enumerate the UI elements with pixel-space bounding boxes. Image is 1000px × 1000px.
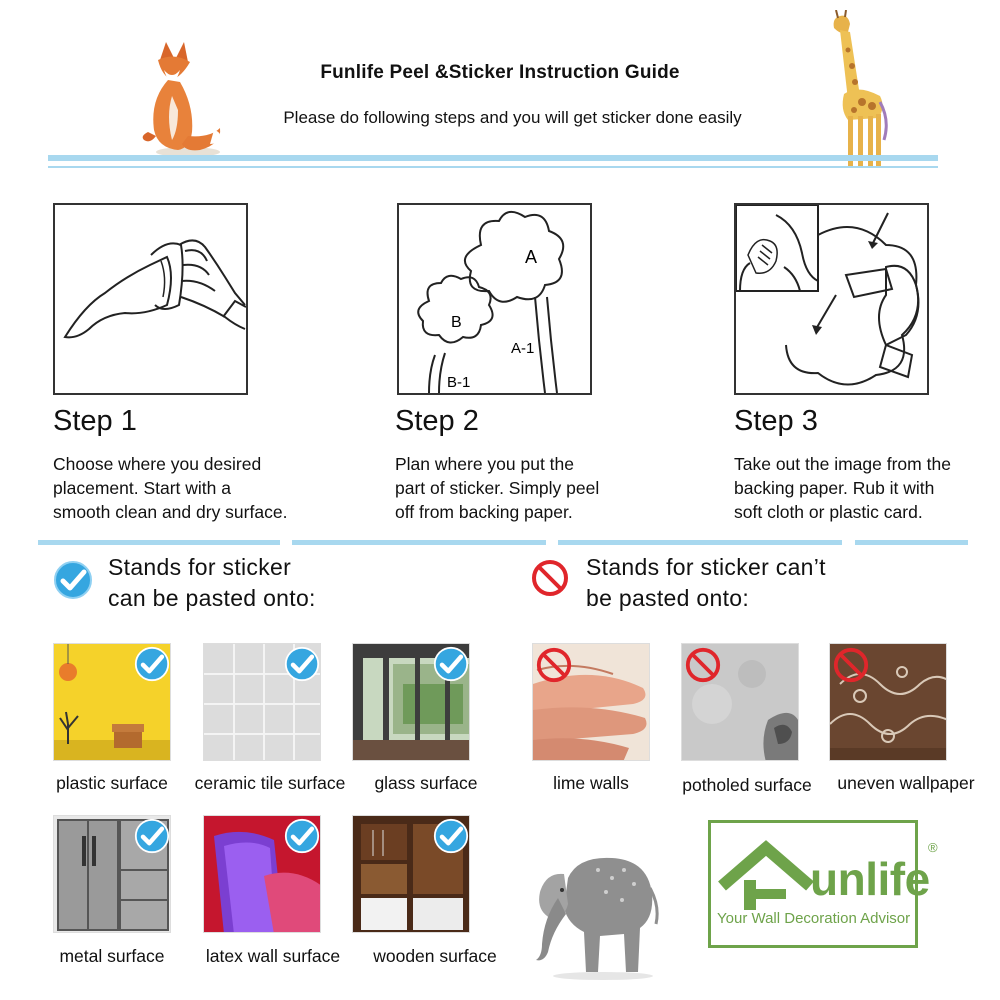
header-divider bbox=[48, 155, 938, 161]
uneven-wallpaper-tile bbox=[829, 643, 947, 761]
lime-walls-tile bbox=[532, 643, 650, 761]
check-circle-icon bbox=[134, 646, 170, 682]
step-2-illustration bbox=[397, 203, 592, 395]
potholed-surface-label: potholed surface bbox=[682, 775, 812, 795]
step-1-title: Step 1 bbox=[53, 405, 137, 437]
step-1-illustration bbox=[53, 203, 248, 395]
prohibited-icon bbox=[832, 646, 870, 684]
step-2-line: Plan where you put the bbox=[395, 454, 575, 474]
giraffe-illustration bbox=[818, 10, 898, 170]
page-title: Funlife Peel &Sticker Instruction Guide bbox=[320, 62, 680, 83]
cannot-heading-line: Stands for sticker can’t bbox=[586, 554, 826, 580]
section-divider bbox=[292, 540, 546, 545]
step-1-description bbox=[53, 452, 353, 524]
check-circle-icon bbox=[284, 646, 320, 682]
glass-surface-tile bbox=[352, 643, 470, 761]
wooden-surface-tile bbox=[352, 815, 470, 933]
section-divider bbox=[38, 540, 280, 545]
latex-wall-surface-tile bbox=[203, 815, 321, 933]
can-heading-line: can be pasted onto: bbox=[108, 585, 316, 611]
fox-illustration bbox=[130, 40, 225, 158]
step-3-line: soft cloth or plastic card. bbox=[734, 502, 923, 522]
house-icon bbox=[716, 840, 816, 912]
elephant-illustration bbox=[528, 848, 663, 983]
metal-surface-label: metal surface bbox=[59, 946, 165, 966]
step-3-description bbox=[734, 452, 1000, 524]
step-1-line: Choose where you desired bbox=[53, 454, 262, 474]
glass-surface-label: glass surface bbox=[374, 773, 478, 793]
metal-surface-tile bbox=[53, 815, 171, 933]
step-2-label-a1: A-1 bbox=[511, 340, 535, 357]
step-2-label-b: B bbox=[451, 314, 462, 331]
step-3-line: Take out the image from the bbox=[734, 454, 951, 474]
step-3-title: Step 3 bbox=[734, 405, 818, 437]
can-heading-line: Stands for sticker bbox=[108, 554, 292, 580]
check-circle-icon bbox=[284, 818, 320, 854]
plastic-surface-tile bbox=[53, 643, 171, 761]
step-2-label-a: A bbox=[525, 247, 538, 267]
step-3-illustration bbox=[734, 203, 929, 395]
brand-tagline: Your Wall Decoration Advisor bbox=[717, 910, 911, 927]
prohibited-icon bbox=[535, 646, 573, 684]
brand-wordmark: unlife bbox=[810, 853, 930, 905]
step-1-line: placement. Start with a bbox=[53, 478, 231, 498]
step-3-line: backing paper. Rub it with bbox=[734, 478, 935, 498]
step-2-line: off from backing paper. bbox=[395, 502, 573, 522]
wooden-surface-label: wooden surface bbox=[373, 946, 497, 966]
registered-mark: ® bbox=[928, 840, 938, 855]
section-divider bbox=[855, 540, 968, 545]
step-1-line: smooth clean and dry surface. bbox=[53, 502, 288, 522]
plastic-surface-label: plastic surface bbox=[56, 773, 168, 793]
check-circle-icon bbox=[433, 818, 469, 854]
step-2-title: Step 2 bbox=[395, 405, 479, 437]
cannot-section-heading bbox=[586, 552, 826, 614]
header-divider-thin bbox=[48, 166, 938, 168]
potholed-surface-tile bbox=[681, 643, 799, 761]
step-2-line: part of sticker. Simply peel bbox=[395, 478, 600, 498]
cannot-heading-line: be pasted onto: bbox=[586, 585, 750, 611]
step-2-label-b1: B-1 bbox=[447, 374, 471, 391]
ceramic-tile-surface-tile bbox=[203, 643, 321, 761]
lime-walls-label: lime walls bbox=[553, 773, 629, 793]
prohibited-icon bbox=[684, 646, 722, 684]
can-section-heading bbox=[108, 552, 316, 614]
step-2-description bbox=[395, 452, 695, 524]
ceramic-tile-surface-label: ceramic tile surface bbox=[194, 773, 346, 793]
check-circle-icon bbox=[53, 560, 93, 600]
uneven-wallpaper-label: uneven wallpaper bbox=[837, 773, 975, 793]
section-divider bbox=[558, 540, 842, 545]
prohibited-icon bbox=[530, 558, 570, 598]
check-circle-icon bbox=[134, 818, 170, 854]
latex-wall-surface-label: latex wall surface bbox=[205, 946, 341, 966]
page-subtitle: Please do following steps and you will get sticker done easily bbox=[283, 108, 742, 127]
check-circle-icon bbox=[433, 646, 469, 682]
